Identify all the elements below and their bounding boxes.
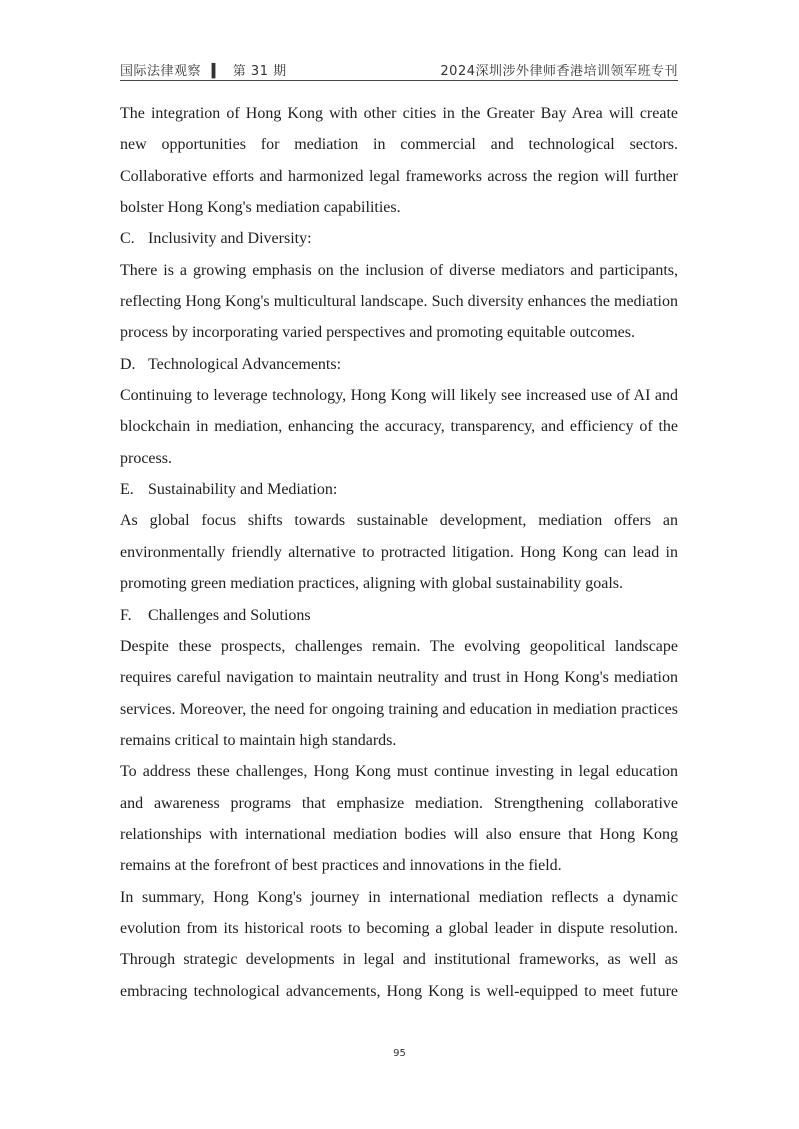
journal-title: 国际法律观察 [120,64,202,79]
header-left [120,60,287,79]
paragraph-summary: In summary, Hong Kong's journey in international mediation reflects a dynamic evolution from its historical roots to becoming a global leader in dispute resolution. Through strategic developments in legal and institutional frameworks, as well as embracing technological advancements, Hong Kong is well-equipped to meet future [120,888,678,1000]
paragraph-sustainability: As global focus shifts towards sustainable development, mediation offers an environmentally friendly alternative to protracted litigation. Hong Kong can lead in promoting green mediation practices, aligning with global sustainability goals. [120,512,678,593]
section-heading-c [120,223,678,254]
section-heading-f [120,600,678,631]
article-body [120,98,678,1007]
paragraph-solutions: To address these challenges, Hong Kong must continue investing in legal education and awareness programs that emphasize mediation. Strengthening collaborative relationships with international mediation bodies will also ensure that Hong Kong remains at the forefront of best practices and innovations in the field. [120,763,678,875]
paragraph-greater-bay-area: The integration of Hong Kong with other cities in the Greater Bay Area will create new opportunities for mediation in commercial and technological sectors. Collaborative efforts and harmonized legal frameworks across the region will further bolster Hong Kong's mediation capabilities. [120,105,678,217]
header-separator: ▍ [211,64,223,79]
section-heading-d [120,349,678,380]
paragraph-inclusivity: There is a growing emphasis on the inclusion of diverse mediators and participants, reflecting Hong Kong's multicultural landscape. Such diversity enhances the mediation process by incorporating varied perspectives and promoting equitable outcomes. [120,261,678,342]
section-letter: D. [120,355,136,373]
section-letter: E. [120,481,134,499]
section-title: Technological Advancements: [148,355,342,373]
special-issue-title: 2024深圳涉外律师香港培训领军班专刊 [440,64,678,79]
page-number: 95 [393,1048,406,1059]
section-heading-e [120,474,678,505]
header-rule [120,80,678,81]
issue-number: 第 31 期 [232,64,287,79]
section-title: Sustainability and Mediation: [148,481,338,499]
running-header [120,60,678,82]
section-title: Challenges and Solutions [148,606,311,624]
section-letter: C. [120,230,135,248]
paragraph-technology: Continuing to leverage technology, Hong Kong will likely see increased use of AI and blockchain in mediation, enhancing the accuracy, transparency, and efficiency of the process. [120,387,678,467]
paragraph-challenges: Despite these prospects, challenges remain. The evolving geopolitical landscape requires careful navigation to maintain neutrality and trust in Hong Kong's mediation services. Moreover, the need for ongoing training and education in mediation practices remains critical to maintain high standards. [120,637,678,749]
section-letter: F. [120,606,132,624]
section-title: Inclusivity and Diversity: [148,230,312,248]
